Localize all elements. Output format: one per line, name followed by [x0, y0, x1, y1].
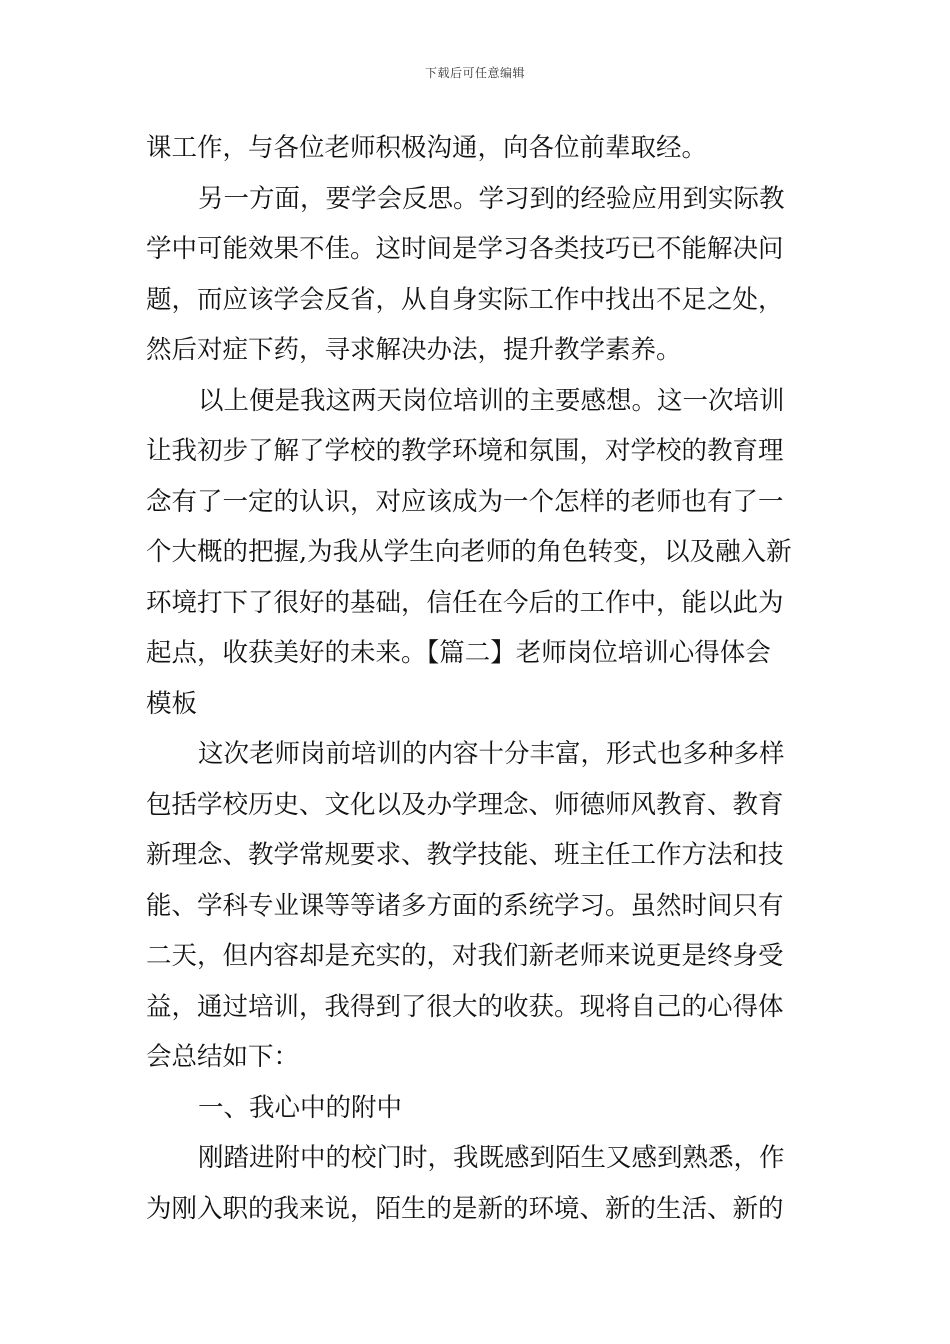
text-line: 为刚入职的我来说，陌生的是新的环境、新的生活、新的: [146, 1193, 784, 1224]
text-line: 这次老师岗前培训的内容十分丰富，形式也多种多样: [198, 739, 785, 769]
text-line: 模板: [146, 688, 198, 719]
text-line: 以上便是我这两天岗位培训的主要感想。这一次培训: [198, 385, 785, 416]
body-text: [146, 130, 810, 1241]
text-line: 起点，收获美好的未来。【篇二】老师岗位培训心得体会: [146, 638, 771, 668]
text-line: 二天，但内容却是充实的，对我们新老师来说更是终身受: [146, 941, 784, 971]
text-line: 然后对症下药，寻求解决办法，提升教学素养。: [146, 335, 682, 365]
text-line: 能、学科专业课等等诸多方面的系统学习。虽然时间只有: [146, 890, 784, 921]
text-line: 另一方面，要学会反思。学习到的经验应用到实际教: [198, 183, 785, 214]
page-header-note: 下载后可任意编辑: [424, 66, 525, 80]
text-line: 刚踏进附中的校门时，我既感到陌生又感到熟悉，作: [198, 1143, 785, 1173]
text-line: 新理念、教学常规要求、教学技能、班主任工作方法和技: [146, 840, 784, 870]
text-line: 一、我心中的附中: [198, 1092, 403, 1123]
text-line: 念有了一定的认识，对应该成为一个怎样的老师也有了一: [146, 486, 784, 517]
text-line: 题，而应该学会反省，从自身实际工作中找出不足之处，: [146, 284, 784, 315]
text-line: 让我初步了解了学校的教学环境和氛围，对学校的教育理: [146, 436, 784, 466]
text-line: 包括学校历史、文化以及办学理念、师德师风教育、教育: [146, 789, 784, 820]
text-line: 环境打下了很好的基础，信任在今后的工作中，能以此为: [146, 587, 784, 618]
text-line: 个大概的把握,为我从学生向老师的角色转变，以及融入新: [146, 537, 792, 567]
text-line: 课工作，与各位老师积极沟通，向各位前辈取经。: [146, 133, 708, 163]
text-line: 会总结如下：: [146, 1042, 300, 1072]
text-line: 学中可能效果不佳。这时间是学习各类技巧已不能解决问: [146, 234, 784, 264]
text-line: 益，通过培训，我得到了很大的收获。现将自己的心得体: [146, 991, 784, 1022]
